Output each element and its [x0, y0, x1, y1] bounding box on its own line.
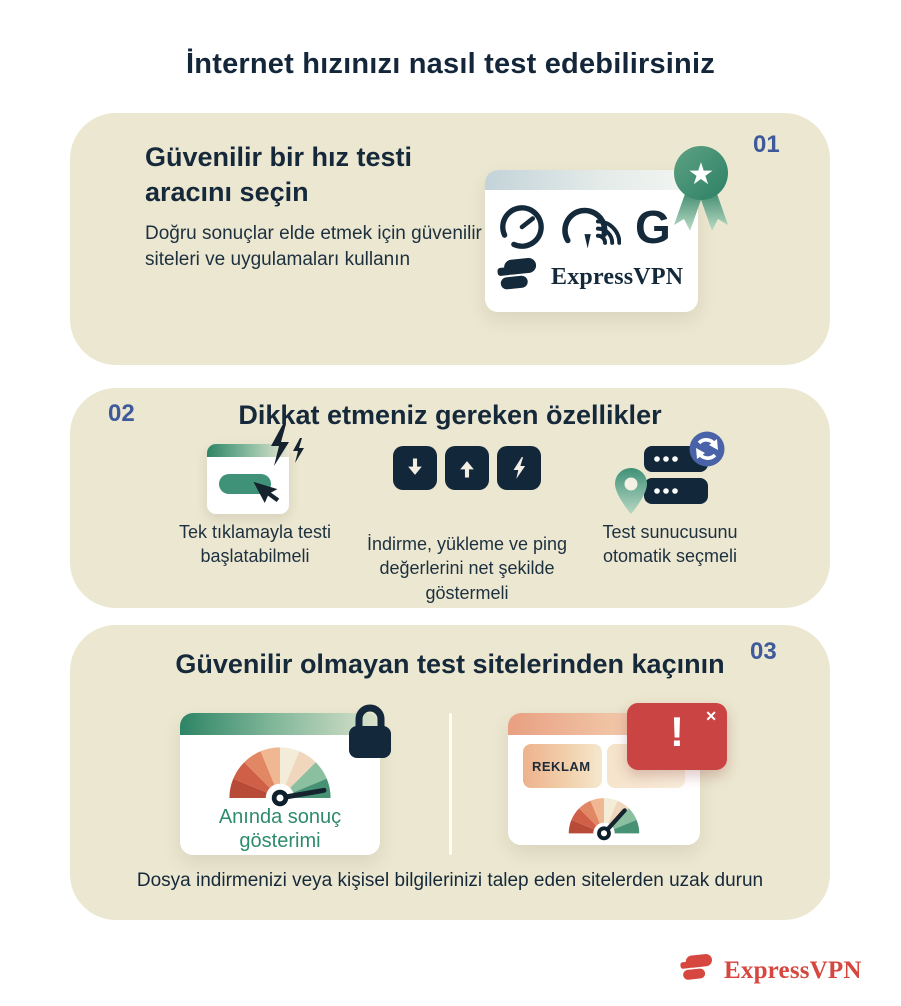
- one-click-test-icon: [207, 438, 303, 518]
- location-pin-icon: [615, 468, 647, 514]
- feature-auto-server: [550, 430, 790, 569]
- footer-brand: [680, 952, 862, 989]
- speed-gauge-icon: [220, 743, 340, 814]
- feature-label: İndirme, yükleme ve ping değerlerini net şekilde göstermeli: [366, 534, 568, 603]
- speed-test-icons-row: [499, 201, 684, 254]
- award-ribbon-badge: [668, 143, 734, 235]
- step-card-3: [70, 625, 830, 920]
- feature-label: Test sunucusunu otomatik seçmeli: [602, 522, 738, 567]
- step-number-3: 03: [750, 638, 777, 665]
- step-number-1: 01: [753, 131, 780, 158]
- gauge-wifi-icon: [559, 204, 621, 255]
- ad-banner: [523, 744, 602, 788]
- feature-label: Tek tıklamayla testi başlatabilmeli: [178, 522, 332, 567]
- download-arrow-icon: [393, 446, 437, 490]
- step-1-description: Doğru sonuçlar elde etmek için güvenilir siteleri ve uygulamaları kullanın: [145, 223, 482, 270]
- feature-one-click: [135, 430, 375, 569]
- lock-icon: [343, 699, 397, 768]
- step-card-2: [70, 388, 830, 608]
- page-title: İnternet hızınızı nasıl test edebilirsiniz: [186, 48, 715, 80]
- expressvpn-wordmark: ExpressVPN: [724, 956, 862, 984]
- metrics-icons: [393, 446, 541, 490]
- sync-icon: [690, 432, 725, 467]
- gauge-caption: Anında sonuç gösterimi: [218, 806, 342, 853]
- server-auto-select-icon: [614, 430, 726, 527]
- upload-arrow-icon: [445, 446, 489, 490]
- expressvpn-logomark-icon: [680, 952, 716, 989]
- close-icon: ✕: [705, 708, 717, 724]
- expressvpn-logomark-icon: [497, 256, 541, 299]
- step-1-heading: Güvenilir bir hız testi aracını seçin: [145, 142, 413, 207]
- star-icon: ★: [687, 158, 715, 191]
- step-3-heading: Güvenilir olmayan test sitelerinden kaçının: [175, 649, 725, 679]
- step-2-heading: Dikkat etmeniz gereken özellikler: [238, 400, 662, 430]
- warning-popup: [627, 703, 727, 770]
- panel-divider: [449, 713, 452, 855]
- browser-window-illustration: [485, 170, 698, 312]
- ping-bolt-icon: [497, 446, 541, 490]
- step-3-note: Dosya indirmenizi veya kişisel bilgilerinizi talep eden sitelerden uzak durun: [136, 870, 764, 891]
- lightning-bolts-icon: [267, 424, 307, 481]
- speedometer-icon: [499, 204, 545, 255]
- step-card-1: [70, 113, 830, 365]
- step-number-2: 02: [108, 400, 135, 427]
- expressvpn-wordmark: ExpressVPN: [551, 264, 684, 290]
- expressvpn-brand-row: [497, 256, 683, 299]
- ad-label: REKLAM: [532, 758, 591, 774]
- small-speed-gauge-icon: [564, 795, 644, 846]
- google-logo-icon: G: [635, 201, 671, 253]
- browser-topbar: [485, 170, 698, 190]
- exclamation-icon: !: [670, 708, 684, 755]
